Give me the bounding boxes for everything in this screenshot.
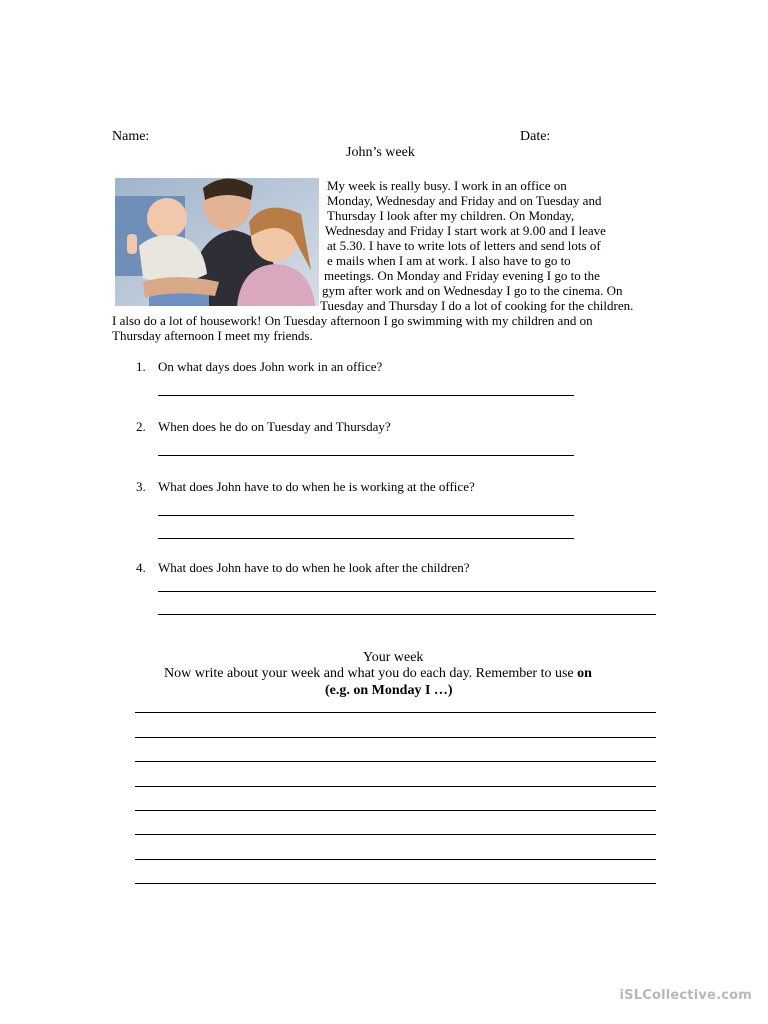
writing-line[interactable] bbox=[135, 786, 656, 787]
question-number: 3. bbox=[136, 479, 146, 494]
answer-line[interactable] bbox=[158, 515, 574, 516]
instruction-keyword: on bbox=[577, 666, 592, 681]
passage-line: e mails when I am at work. I also have to go to bbox=[327, 253, 571, 268]
passage-line: Monday, Wednesday and Friday and on Tuesday and bbox=[327, 193, 602, 208]
date-label: Date: bbox=[520, 129, 551, 144]
answer-line[interactable] bbox=[158, 591, 656, 592]
answer-line[interactable] bbox=[158, 455, 574, 456]
writing-line[interactable] bbox=[135, 712, 656, 713]
your-week-instruction bbox=[164, 666, 592, 682]
writing-line[interactable] bbox=[135, 737, 656, 738]
writing-line[interactable] bbox=[135, 761, 656, 762]
passage-line: Thursday I look after my children. On Monday, bbox=[327, 208, 575, 223]
question-number: 4. bbox=[136, 560, 146, 575]
writing-line[interactable] bbox=[135, 883, 656, 884]
writing-line[interactable] bbox=[135, 859, 656, 860]
question-text: When does he do on Tuesday and Thursday? bbox=[158, 419, 391, 434]
question-number: 1. bbox=[136, 359, 146, 374]
name-label: Name: bbox=[112, 129, 150, 144]
question-text: On what days does John work in an office? bbox=[158, 359, 383, 374]
instruction-text: Now write about your week and what you do each day. Remember to use bbox=[164, 666, 574, 681]
answer-line[interactable] bbox=[158, 538, 574, 539]
site-watermark: iSLCollective.com bbox=[619, 988, 752, 1003]
passage-line: at 5.30. I have to write lots of letters and send lots of bbox=[327, 238, 601, 253]
your-week-example: (e.g. on Monday I …) bbox=[325, 683, 453, 698]
answer-line[interactable] bbox=[158, 395, 574, 396]
writing-line[interactable] bbox=[135, 810, 656, 811]
answer-line[interactable] bbox=[158, 614, 656, 615]
passage-line: Wednesday and Friday I start work at 9.00 and I leave bbox=[325, 223, 606, 238]
question-number: 2. bbox=[136, 419, 146, 434]
worksheet-title: John’s week bbox=[346, 145, 415, 160]
family-photo bbox=[115, 178, 319, 306]
question-text: What does John have to do when he is working at the office? bbox=[158, 479, 475, 494]
question-text: What does John have to do when he look after the children? bbox=[158, 560, 470, 575]
passage-line: Tuesday and Thursday I do a lot of cooking for the children. bbox=[320, 298, 634, 313]
passage-line: I also do a lot of housework! On Tuesday afternoon I go swimming with my children and on bbox=[112, 313, 593, 328]
writing-line[interactable] bbox=[135, 834, 656, 835]
passage-line: gym after work and on Wednesday I go to the cinema. On bbox=[322, 283, 623, 298]
your-week-title: Your week bbox=[363, 650, 424, 665]
passage-line: My week is really busy. I work in an office on bbox=[327, 178, 567, 193]
passage-line: meetings. On Monday and Friday evening I go to the bbox=[324, 268, 600, 283]
passage-line: Thursday afternoon I meet my friends. bbox=[112, 328, 313, 343]
